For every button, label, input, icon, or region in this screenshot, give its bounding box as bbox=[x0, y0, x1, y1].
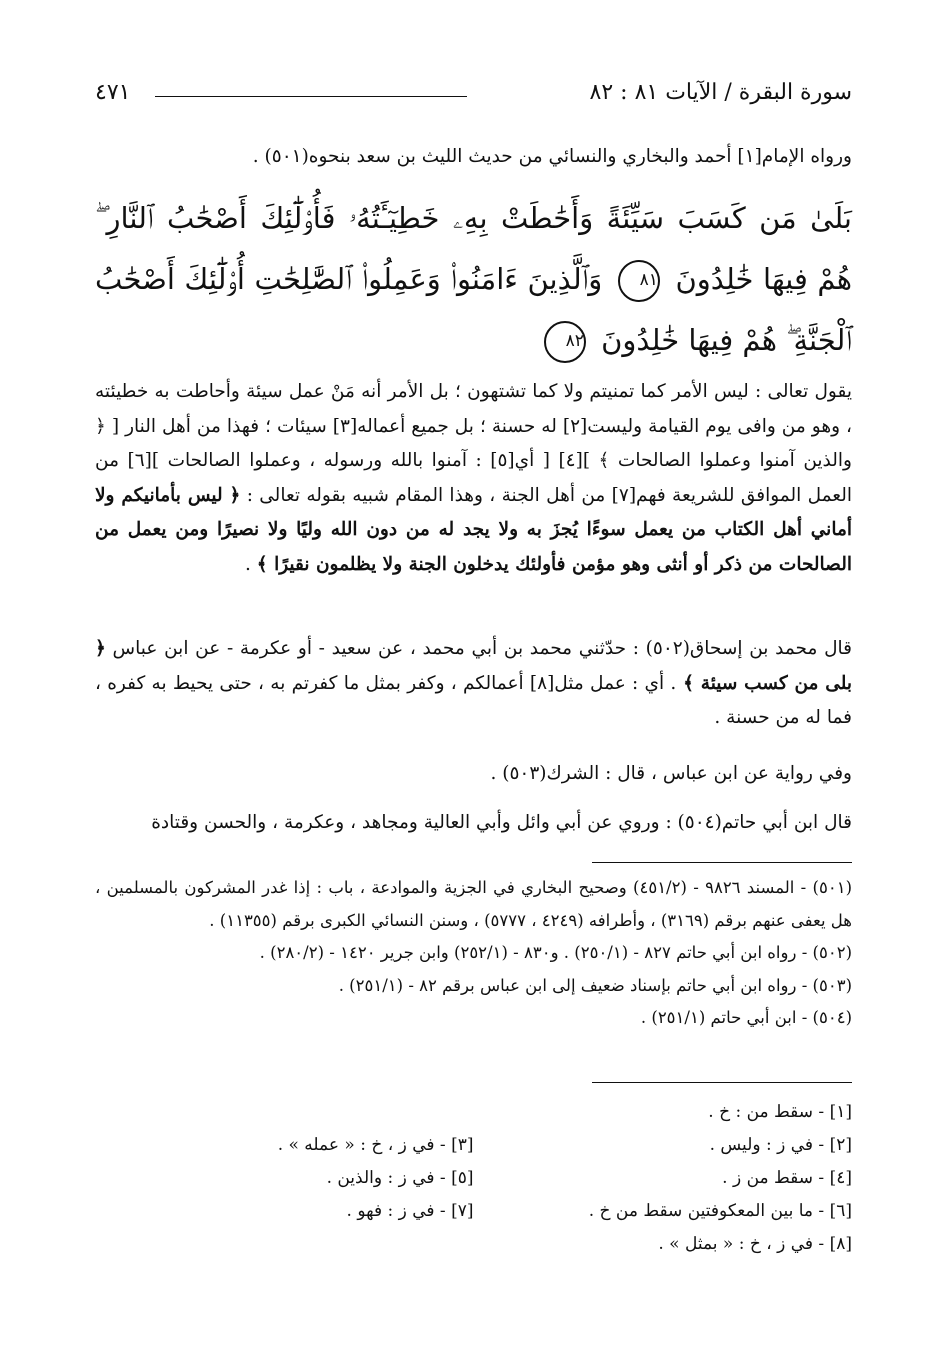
header-rule bbox=[155, 96, 467, 97]
narration-end: . أي : عمل مثل[٨] أعمالكم ، وكفر بمثل ما كفرتم به ، حتى يحيط به كفره ، فما له من حسنة . bbox=[95, 672, 852, 728]
footnote-504: (٥٠٤) - ابن أبي حاتم (٢٥١/١) . bbox=[640, 1008, 852, 1027]
note-empty bbox=[95, 1228, 474, 1261]
note-6: [٦] - ما بين المعكوفتين سقط من خ . bbox=[588, 1201, 852, 1221]
page-number: ٤٧١ bbox=[95, 80, 131, 105]
manuscript-notes bbox=[95, 1096, 852, 1261]
footnote-rule bbox=[592, 862, 852, 863]
commentary-paragraph-2 bbox=[95, 632, 852, 736]
commentary-body: يقول تعالى : ليس الأمر كما تمنيتم ولا كما تشتهون ؛ بل الأمر أنه مَنْ عمل سيئة وأحاطت به خطيئته ، وهو من وافى يوم القيامة وليست[٢] له حسنة ؛ بل جميع أعماله[٣] سيئات ؛ فهذا من أهل النار [ ﴿ والذين آمنوا وعملوا الصالحات ﴾ ][٤] [ أي[٥] : آمنوا بالله ورسوله ، وعملوا الصالحات ][٦] من العمل الموافق للشريعة فهم[٧] من أهل الجنة ، وهذا المقام شبيه بقوله تعالى : bbox=[95, 381, 853, 506]
commentary-paragraph-1 bbox=[95, 375, 852, 582]
narration-4-text: قال ابن أبي حاتم(٥٠٤) : وروي عن أبي وائل وأبي العالية ومجاهد ، وعكرمة ، والحسن وقتادة bbox=[151, 812, 852, 833]
intro-text: ورواه الإمام[١] أحمد والبخاري والنسائي من حديث الليث بن سعد بنحوه(٥٠١) . bbox=[252, 146, 852, 167]
narration-3-text: وفي رواية عن ابن عباس ، قال : الشرك(٥٠٣) . bbox=[490, 763, 852, 784]
commentary-end: . bbox=[245, 553, 251, 575]
note-4: [٤] - سقط من ز . bbox=[722, 1168, 852, 1188]
verse-81-marker: ٨١ bbox=[618, 260, 660, 302]
notes-rule bbox=[592, 1082, 852, 1083]
commentary-text bbox=[95, 375, 852, 582]
narration-text bbox=[95, 632, 852, 736]
quran-verses bbox=[95, 188, 852, 371]
verse-81-text: بَلَىٰ مَن كَسَبَ سَيِّئَةً وَأَحَٰطَتْ بِهِۦ خَطِيٓـَٔتُهُۥ فَأُو۟لَٰٓئِكَ أَصْحَٰبُ ٱلنَّارِ ۖ هُمْ فِيهَا خَٰلِدُونَ bbox=[95, 201, 853, 296]
quoted-verse: ﴿ ليس بأمانيكم ولا أماني أهل الكتاب من يعمل سوءًا يُجزَ به ولا يجد له من دون الله وليًا ولا نصيرًا ومن يعمل من الصالحات من ذكر أو أنثى وهو مؤمن فأولئك يدخلون الجنة ولا يظلمون نقيرًا ﴾ bbox=[95, 484, 852, 575]
notes-row bbox=[95, 1129, 852, 1162]
commentary-paragraph-4 bbox=[95, 806, 852, 841]
intro-paragraph bbox=[95, 140, 852, 175]
commentary-paragraph-3 bbox=[95, 757, 852, 792]
running-title: سورة البقرة / الآيات ٨١ : ٨٢ bbox=[589, 80, 852, 105]
quoted-verse-short: ﴿ بلى من كسب سيئة ﴾ bbox=[95, 638, 852, 694]
note-empty bbox=[95, 1096, 474, 1129]
note-7: [٧] - في ز : فهو . bbox=[346, 1201, 474, 1221]
notes-row bbox=[95, 1162, 852, 1195]
verse-82-marker: ٨٢ bbox=[544, 321, 586, 363]
notes-row bbox=[95, 1195, 852, 1228]
note-8: [٨] - في ز ، خ : « بمثل » . bbox=[658, 1234, 852, 1254]
footnote-502: (٥٠٢) - رواه ابن أبي حاتم ٨٢٧ - (٢٥٠/١) . و٨٣٠ - (٢٥٢/١) وابن جرير ١٤٢٠ - (٢٨٠/٢) . bbox=[259, 943, 852, 962]
note-1: [١] - سقط من : خ . bbox=[708, 1102, 852, 1122]
narration-start: قال محمد بن إسحاق(٥٠٢) : حدّثني محمد بن أبي محمد ، عن سعيد - أو عكرمة - عن ابن عباس bbox=[112, 638, 852, 659]
source-footnotes bbox=[95, 872, 852, 1035]
notes-row bbox=[95, 1228, 852, 1261]
footnote-501: (٥٠١) - المسند ٩٨٢٦ - (٤٥١/٢) وصحيح البخاري في الجزية والموادعة ، باب : إذا غدر المشركون بالمسلمين ، هل يعفى عنهم برقم (٣١٦٩) ، وأطرافه (٤٢٤٩ ، ٥٧٧٧) ، وسنن النسائي الكبرى برقم (١١٣٥٥) . bbox=[95, 878, 852, 930]
verse-82-text: وَٱلَّذِينَ ءَامَنُوا۟ وَعَمِلُوا۟ ٱلصَّٰلِحَٰتِ أُو۟لَٰٓئِكَ أَصْحَٰبُ ٱلْجَنَّةِ ۖ هُمْ فِيهَا خَٰلِدُونَ bbox=[95, 262, 852, 357]
footnote-503: (٥٠٣) - رواه ابن أبي حاتم بإسناد ضعيف إلى ابن عباس برقم ٨٢ - (٢٥١/١) . bbox=[338, 975, 852, 995]
note-3: [٣] - في ز ، خ : « عمله » . bbox=[277, 1135, 474, 1155]
note-2: [٢] - في ز : وليس . bbox=[709, 1135, 852, 1155]
quran-text bbox=[95, 188, 852, 371]
note-5: [٥] - في ز : والذين . bbox=[326, 1168, 474, 1188]
notes-row bbox=[95, 1096, 852, 1129]
page-header bbox=[95, 80, 852, 116]
